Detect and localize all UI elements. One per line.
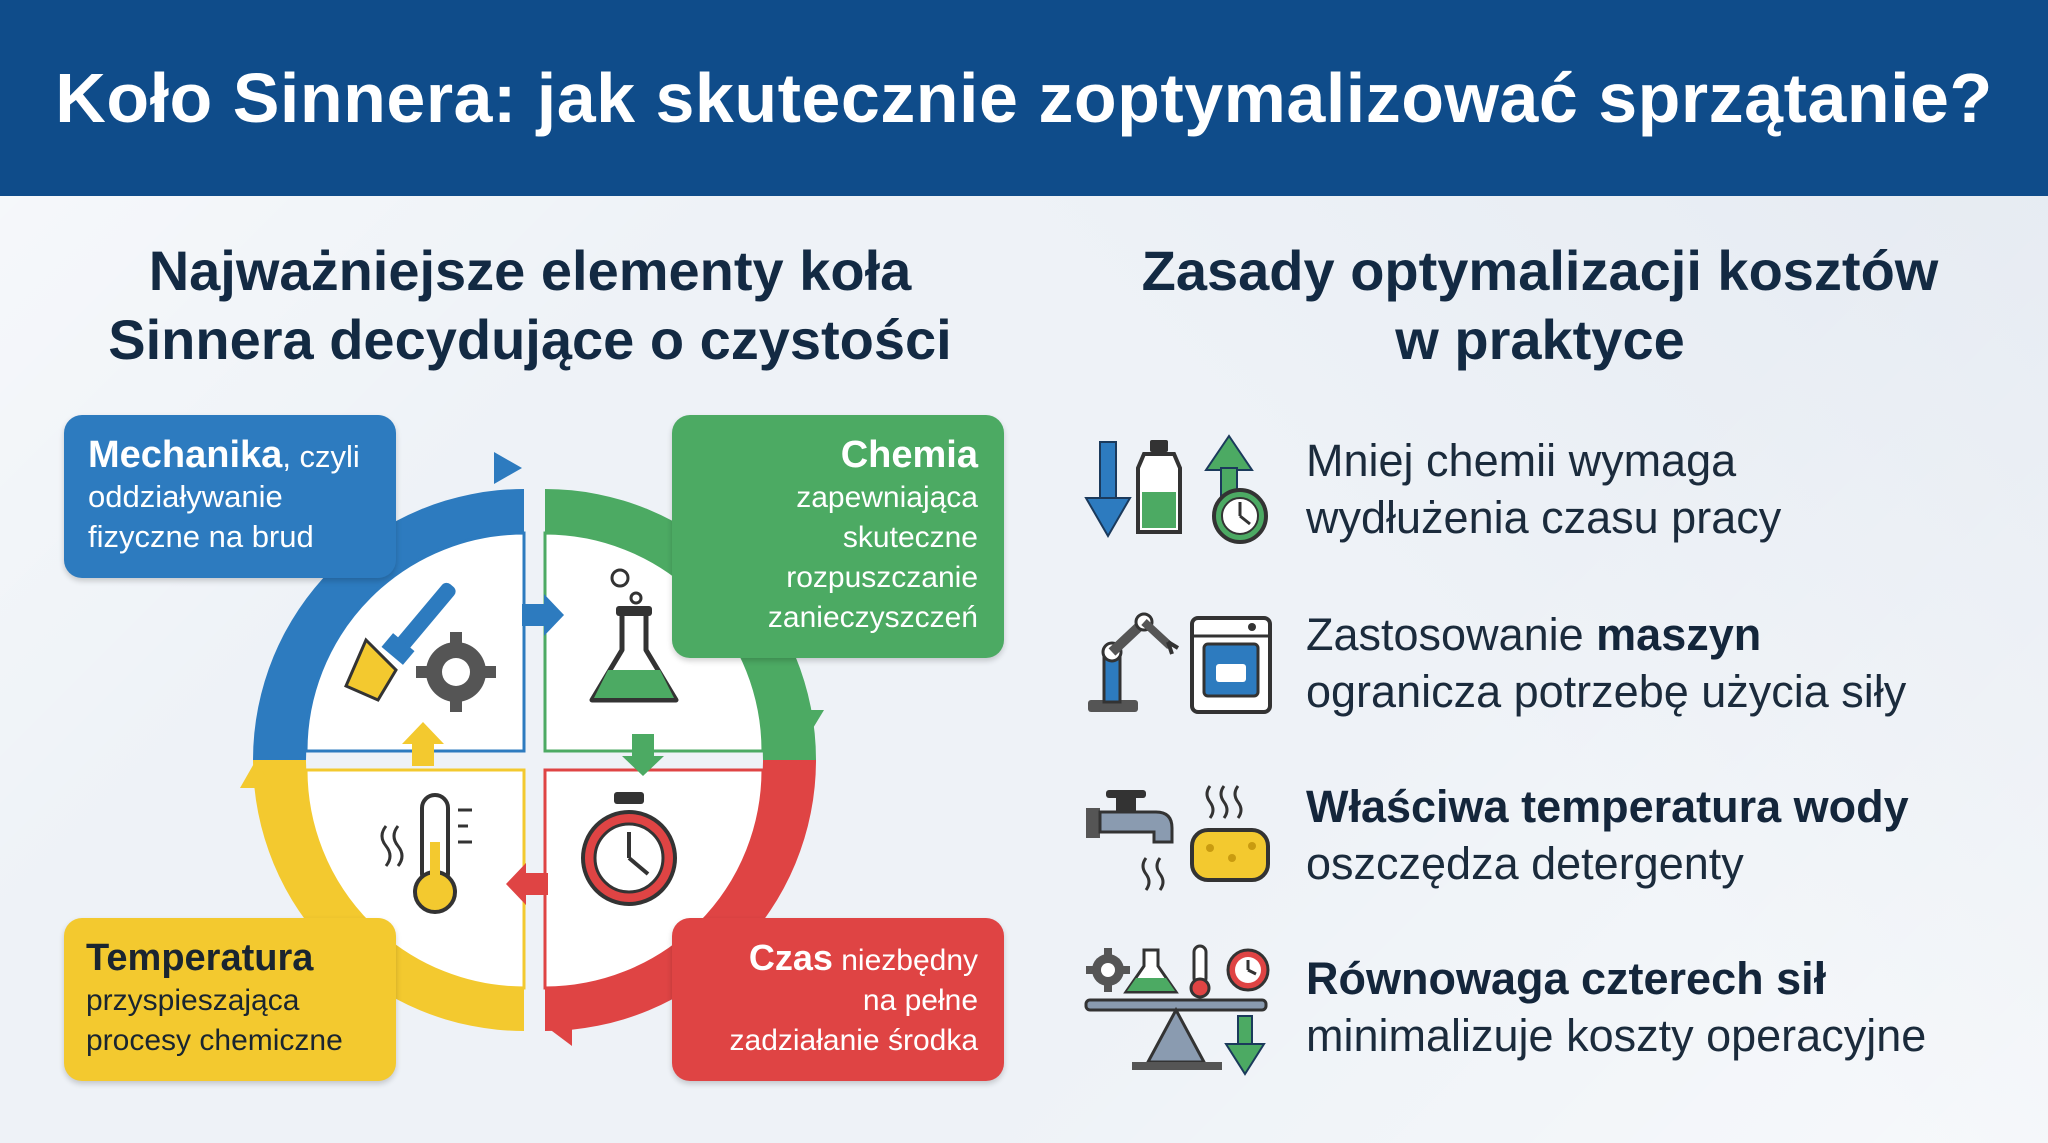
hot-sponge-icon bbox=[1192, 786, 1268, 880]
gear-icon bbox=[1086, 948, 1130, 992]
page-title: Koło Sinnera: jak skutecznie zoptymalizować sprzątanie? bbox=[55, 59, 1993, 137]
rule-3-text bbox=[1306, 778, 2036, 892]
left-title-line1: Najważniejsze elementy koła bbox=[148, 239, 912, 302]
rule-2 bbox=[1082, 606, 2022, 726]
rule-4-line2: minimalizuje koszty operacyjne bbox=[1306, 1010, 1927, 1061]
czas-title: Czas bbox=[748, 937, 833, 978]
arrow-blue-icon bbox=[494, 452, 522, 484]
rule-1-line2: wydłużenia czasu pracy bbox=[1306, 492, 1782, 543]
chemia-line4: zanieczyszczeń bbox=[767, 601, 978, 634]
flask-icon bbox=[1126, 950, 1176, 992]
detergent-bottle-icon bbox=[1138, 440, 1180, 532]
arrow-down-icon bbox=[1086, 442, 1130, 536]
czas-inline: niezbędny bbox=[832, 944, 978, 977]
chemia-line3: rozpuszczanie bbox=[786, 561, 978, 594]
thermometer-icon bbox=[1191, 946, 1209, 997]
rule-2-icons bbox=[1082, 606, 1282, 726]
arrow-up-icon bbox=[1206, 436, 1252, 496]
left-title-line2: Sinnera decydujące o czystości bbox=[108, 308, 952, 371]
rule-2-text bbox=[1306, 606, 2036, 720]
stopwatch-icon bbox=[1214, 490, 1266, 542]
right-title-line2: w praktyce bbox=[1395, 308, 1685, 371]
rule-3-icons bbox=[1082, 778, 1282, 898]
mechanika-inline: , czyli bbox=[282, 439, 360, 474]
rule-2-line1-pre: Zastosowanie bbox=[1306, 609, 1597, 660]
chemia-title: Chemia bbox=[840, 434, 978, 476]
temperatura-line2: procesy chemiczne bbox=[86, 1024, 343, 1057]
temperatura-line1: przyspieszająca bbox=[86, 984, 300, 1017]
rule-2-line1-strong: maszyn bbox=[1596, 609, 1762, 660]
rule-3 bbox=[1082, 778, 2022, 898]
rule-1 bbox=[1082, 432, 2022, 552]
segment-czas-box bbox=[672, 918, 1004, 1081]
robot-arm-icon bbox=[1088, 614, 1178, 712]
temperatura-title: Temperatura bbox=[86, 937, 314, 979]
czas-line2: zadziałanie środka bbox=[729, 1024, 978, 1057]
rule-1-line1: Mniej chemii wymaga bbox=[1306, 435, 1737, 486]
rule-1-text bbox=[1306, 432, 2036, 546]
mechanika-title: Mechanika bbox=[88, 434, 283, 476]
rule-3-line2: oszczędza detergenty bbox=[1306, 838, 1744, 889]
rule-3-line1: Właściwa temperatura wody bbox=[1306, 781, 1909, 832]
rule-1-icons bbox=[1082, 432, 1282, 552]
segment-temperatura-box bbox=[64, 918, 396, 1081]
rule-2-line2: ogranicza potrzebę użycia siły bbox=[1306, 666, 1907, 717]
rule-4 bbox=[1082, 940, 2022, 1080]
mechanika-line2: fizyczne na brud bbox=[88, 519, 314, 554]
faucet-icon bbox=[1086, 790, 1172, 890]
rule-4-text bbox=[1306, 950, 2036, 1064]
segment-chemia-box bbox=[672, 415, 1004, 658]
mechanika-line1: oddziaływanie bbox=[88, 479, 283, 514]
czas-line1: na pełne bbox=[862, 984, 978, 1017]
right-title-line1: Zasady optymalizacji kosztów bbox=[1141, 239, 1939, 302]
dishwasher-icon bbox=[1192, 618, 1270, 712]
clock-icon bbox=[1228, 950, 1268, 990]
arrow-down-icon bbox=[1226, 1016, 1264, 1074]
rule-4-icons bbox=[1082, 940, 1282, 1080]
chemia-line1: zapewniająca bbox=[796, 481, 978, 514]
rule-4-line1: Równowaga czterech sił bbox=[1306, 953, 1827, 1004]
segment-mechanika-box bbox=[64, 415, 396, 578]
chemia-line2: skuteczne bbox=[842, 521, 978, 554]
